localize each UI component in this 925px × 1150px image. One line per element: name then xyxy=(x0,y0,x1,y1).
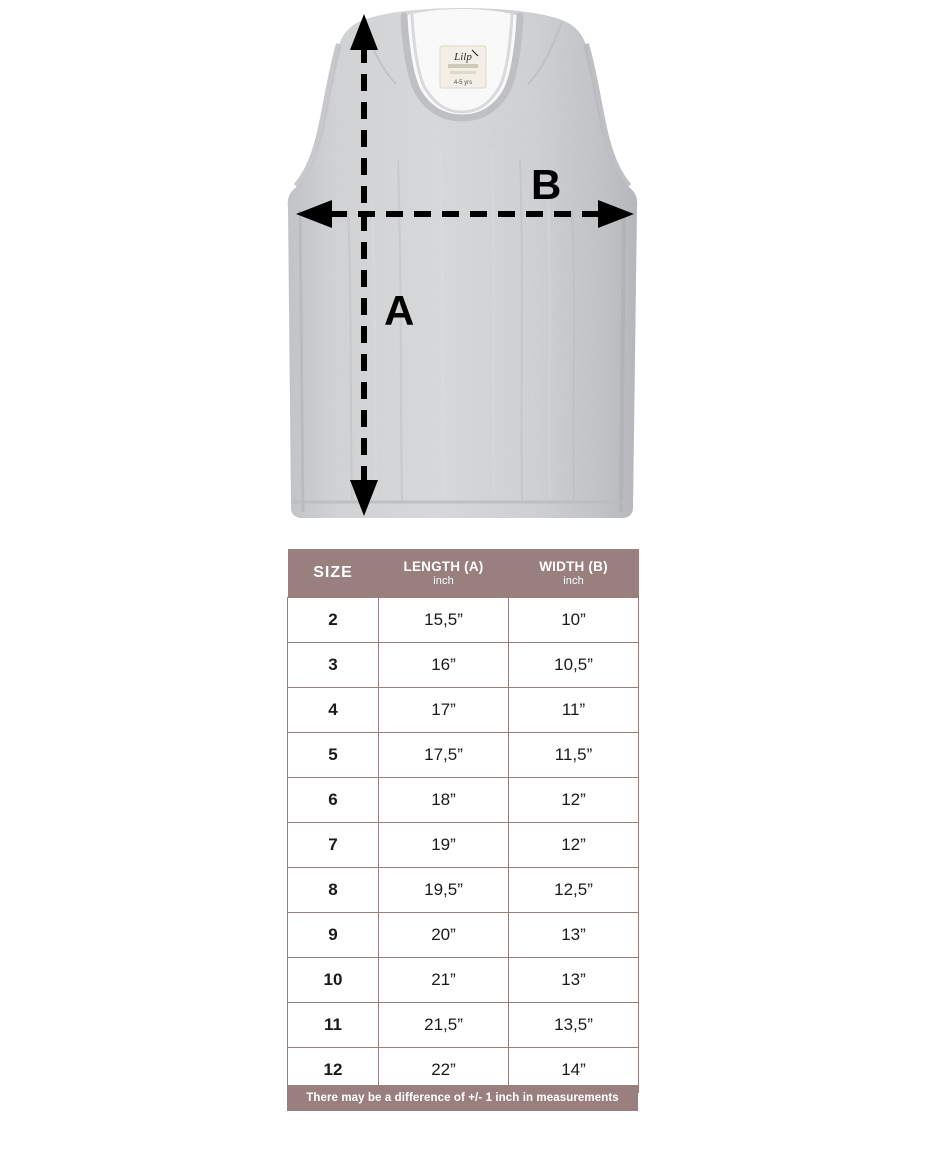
cell-length: 17” xyxy=(379,688,509,733)
svg-text:4-5 yrs: 4-5 yrs xyxy=(453,80,473,86)
table-row xyxy=(288,733,639,778)
cell-length: 15,5” xyxy=(379,598,509,643)
label-a: A xyxy=(384,287,415,334)
cell-length: 17,5” xyxy=(379,733,509,778)
garment-illustration xyxy=(0,0,925,540)
cell-length: 19” xyxy=(379,823,509,868)
cell-size: 4 xyxy=(288,688,379,733)
cell-size: 8 xyxy=(288,868,379,913)
table-row xyxy=(288,778,639,823)
cell-width: 10” xyxy=(509,598,639,643)
column-header-size-label: SIZE xyxy=(313,563,353,581)
cell-length: 22” xyxy=(379,1048,509,1093)
svg-text:Lilp: Lilp xyxy=(454,51,472,63)
cell-width: 13,5” xyxy=(509,1003,639,1048)
cell-size: 2 xyxy=(288,598,379,643)
column-header-width xyxy=(509,549,639,598)
cell-size: 12 xyxy=(288,1048,379,1093)
table-row xyxy=(288,1003,639,1048)
column-header-length-unit: inch xyxy=(433,574,454,587)
table-row xyxy=(288,688,639,733)
cell-width: 13” xyxy=(509,958,639,1003)
column-header-width-label: WIDTH (B) xyxy=(539,559,608,574)
table-row xyxy=(288,958,639,1003)
table-row xyxy=(288,643,639,688)
measurement-tolerance-note-text: There may be a difference of +/- 1 inch in measurements xyxy=(306,1092,619,1104)
cell-size: 6 xyxy=(288,778,379,823)
cell-width: 14” xyxy=(509,1048,639,1093)
cell-length: 21” xyxy=(379,958,509,1003)
table-row xyxy=(288,913,639,958)
table-header-row xyxy=(288,549,639,598)
table-row xyxy=(288,868,639,913)
label-b: B xyxy=(531,161,562,208)
column-header-width-unit: inch xyxy=(563,574,584,587)
column-header-length xyxy=(379,549,509,598)
cell-length: 19,5” xyxy=(379,868,509,913)
cell-size: 5 xyxy=(288,733,379,778)
cell-width: 11,5” xyxy=(509,733,639,778)
cell-width: 11” xyxy=(509,688,639,733)
table-row xyxy=(288,598,639,643)
cell-width: 13” xyxy=(509,913,639,958)
cell-width: 10,5” xyxy=(509,643,639,688)
cell-width: 12,5” xyxy=(509,868,639,913)
column-header-length-label: LENGTH (A) xyxy=(403,559,484,574)
measurement-tolerance-note xyxy=(287,1085,638,1111)
cell-size: 11 xyxy=(288,1003,379,1048)
table-row xyxy=(288,823,639,868)
brand-neck-label xyxy=(440,46,486,88)
column-header-size xyxy=(288,549,379,598)
size-chart-table-container xyxy=(287,549,638,1093)
size-chart-table xyxy=(287,549,639,1093)
cell-width: 12” xyxy=(509,778,639,823)
cell-width: 12” xyxy=(509,823,639,868)
cell-length: 20” xyxy=(379,913,509,958)
cell-size: 3 xyxy=(288,643,379,688)
cell-length: 21,5” xyxy=(379,1003,509,1048)
cell-length: 18” xyxy=(379,778,509,823)
cell-size: 9 xyxy=(288,913,379,958)
cell-size: 7 xyxy=(288,823,379,868)
cell-length: 16” xyxy=(379,643,509,688)
cell-size: 10 xyxy=(288,958,379,1003)
